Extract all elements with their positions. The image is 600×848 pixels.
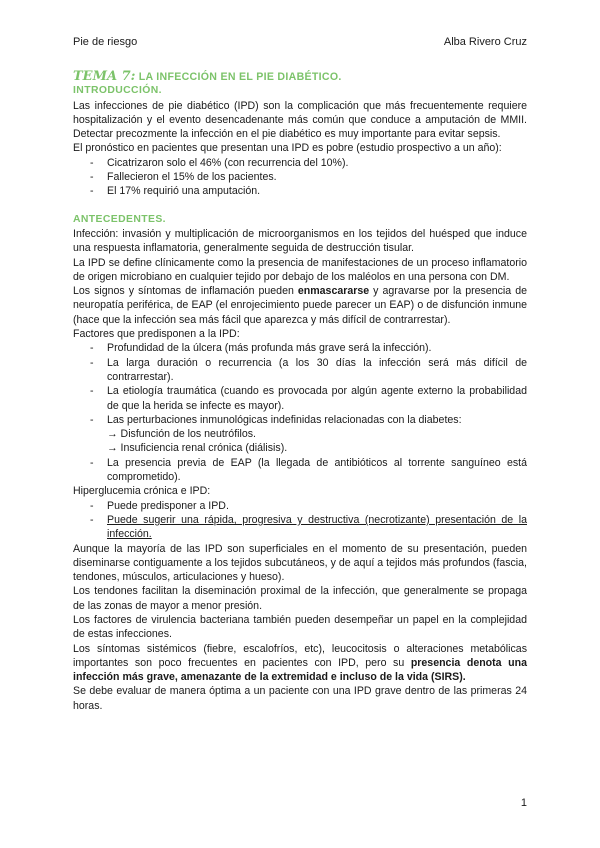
list-item: - Puede sugerir una rápida, progresiva y destructiva (necrotizante) presentación de la infección. (73, 513, 527, 542)
list-item: - La presencia previa de EAP (la llegada de antibióticos al torrente sanguíneo está comprometido). (73, 456, 527, 485)
list-item: - La larga duración o recurrencia (a los 30 días la infección será más difícil de contrarrestar). (73, 356, 527, 385)
list-item-text: Las perturbaciones inmunológicas indefinidas relacionadas con la diabetes: (107, 413, 462, 426)
list-item: - Profundidad de la úlcera (más profunda más grave será la infección). (73, 341, 527, 355)
antecedentes-paragraph-4: Factores que predisponen a la IPD: (73, 328, 240, 341)
antecedentes-paragraph-2: La IPD se define clínicamente como la presencia de manifestaciones de un proceso inflamatorio de origen microbiano en cualquier tejido por debajo de los maléolos en una persona con DM. (73, 256, 527, 283)
list-item: - Fallecieron el 15% de los pacientes. (73, 170, 527, 184)
sub-item: → Disfunción de los neutrófilos. (107, 428, 256, 441)
page-number: 1 (520, 797, 527, 809)
page-header (73, 36, 527, 48)
intro-paragraph-2: El pronóstico en pacientes que presentan una IPD es pobre (estudio prospectivo a un año): (73, 142, 502, 155)
antecedentes-heading: ANTECEDENTES. (73, 213, 166, 225)
factors-list (73, 341, 527, 484)
sub-item: → Insuficiencia renal crónica (diálisis). (107, 442, 288, 455)
antecedentes-paragraph-6: Aunque la mayoría de las IPD son superficiales en el momento de su presentación, pueden diseminarse contiguamente a los tejidos subcutáneos, y de aquí a tejidos más profundos (fascia, tendones, músculos, articulaciones y hueso). (73, 542, 527, 584)
list-item: - Puede predisponer a IPD. (73, 499, 527, 513)
title-text: LA INFECCIÓN EN EL PIE DIABÉTICO. (138, 71, 342, 83)
p9-text-a: Los síntomas sistémicos (fiebre, escalofríos, etc), leucocitosis o alteraciones metabólicas importantes son poco frecuentes en pacientes con IPD, pero su (73, 642, 527, 669)
intro-paragraph-1: Las infecciones de pie diabético (IPD) son la complicación que más frecuentemente requiere hospitalización y el evento desencadenante más común que conduce a amputación de MMII. Detectar precozmente la infección en el pie diabético es muy importante para evitar sepsis. (73, 99, 527, 141)
header-right: Alba Rivero Cruz (443, 36, 527, 48)
header-left: Pie de riesgo (73, 36, 138, 48)
list-item (73, 413, 527, 456)
list-item: - La etiología traumática (cuando es provocada por algún agente externo la probabilidad de que la herida se infecte es mayor). (73, 384, 527, 413)
antecedentes-paragraph-5: Hiperglucemia crónica e IPD: (73, 485, 211, 498)
p3-text-b: y agravarse por la presencia de neuropatía periférica, de EAP (el enrojecimiento puede parecer un EAP) o de disfunción inmune (hace que la infección sea más fácil que aparezca y más difícil de contrarrestar). (73, 285, 527, 326)
antecedentes-paragraph-9 (73, 642, 527, 685)
page-content (73, 70, 527, 713)
antecedentes-paragraph-3 (73, 284, 527, 327)
p3-bold: enmascararse (297, 285, 370, 298)
antecedentes-paragraph-1: Infección: invasión y multiplicación de microorganismos en los tejidos del huésped que induce una respuesta inflamatoria, generalmente seguida de destrucción tisular. (73, 227, 527, 255)
title-tema: TEMA 7: (73, 69, 136, 84)
antecedentes-paragraph-8: Los factores de virulencia bacteriana también pueden desempeñar un papel en la complejidad de estas infecciones. (73, 613, 527, 641)
antecedentes-paragraph-7: Los tendones facilitan la diseminación proximal de la infección, que generalmente se propaga de las zonas de mayor a menor presión. (73, 585, 527, 612)
p3-text-a: Los signos y síntomas de inflamación pueden (73, 285, 298, 298)
document-title (73, 70, 527, 84)
intro-heading: INTRODUCCIÓN. (73, 85, 162, 97)
prognosis-list (73, 156, 527, 199)
hyperglucemia-list (73, 499, 527, 542)
list-item: - Cicatrizaron solo el 46% (con recurrencia del 10%). (73, 156, 527, 170)
list-item: - El 17% requirió una amputación. (73, 184, 527, 198)
p9-bold: presencia denota una infección más grave, amenazante de la extremidad e incluso de la vida (SIRS). (73, 656, 527, 684)
antecedentes-paragraph-10: Se debe evaluar de manera óptima a un paciente con una IPD grave dentro de las primeras 24 horas. (73, 685, 527, 712)
